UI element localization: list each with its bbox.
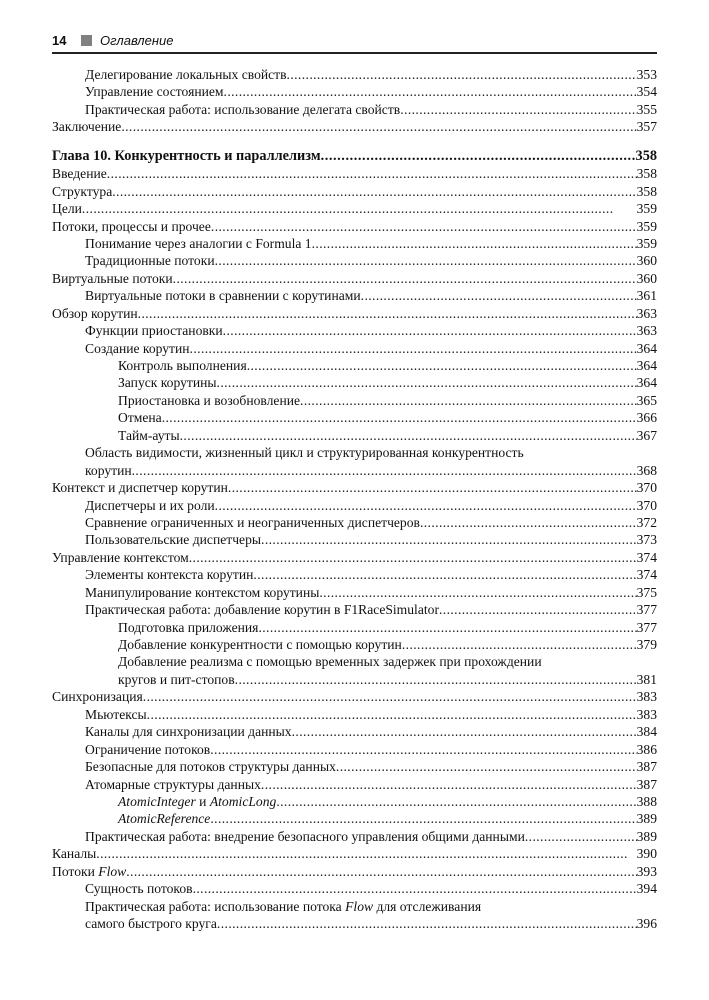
toc-entry-title [118, 619, 258, 636]
toc-title-text: Запуск корутины [118, 375, 217, 391]
toc-entry-title [85, 723, 292, 740]
toc-page-number: 360 [636, 253, 657, 269]
toc-entry [52, 479, 657, 496]
toc-entry-title [85, 584, 319, 601]
toc-entry [52, 374, 657, 391]
toc-chapter-entry [52, 148, 657, 165]
dot-leader [223, 322, 637, 339]
toc-entry-title [118, 653, 542, 670]
toc-entry [52, 636, 657, 653]
toc-entry-title [85, 101, 400, 118]
toc-entry [52, 723, 657, 740]
dot-leader [193, 880, 637, 897]
toc-entry [52, 601, 657, 618]
toc-title-text: Практическая работа: внедрение безопасного управления общими данными [85, 828, 525, 844]
toc-page-number: 390 [636, 846, 657, 862]
toc-entry [52, 218, 657, 235]
dot-leader [215, 252, 637, 269]
dot-leader [215, 497, 637, 514]
header-square-icon [81, 35, 92, 46]
toc-page-number: 384 [636, 724, 657, 740]
toc-entry [52, 776, 657, 793]
dot-leader [96, 845, 636, 862]
toc-entry-title [85, 497, 215, 514]
dot-leader [190, 340, 637, 357]
toc-entry [52, 409, 657, 426]
dot-leader [210, 810, 636, 827]
toc-entry [52, 357, 657, 374]
dot-leader [261, 776, 637, 793]
dot-leader [132, 462, 637, 479]
toc-page-number: 387 [636, 776, 657, 792]
toc-page-number: 377 [636, 619, 657, 635]
toc-entry-continuation [52, 671, 657, 688]
toc-title-text: Мьютексы [85, 706, 147, 722]
toc-entry [52, 584, 657, 601]
toc-title-text: Контроль выполнения [118, 358, 247, 373]
dot-leader [258, 619, 636, 636]
toc-title-continuation: самого быстрого круга [85, 916, 217, 931]
toc-title-text: Сущность потоков [85, 881, 193, 897]
toc-page-number: 375 [636, 584, 657, 600]
toc-page-number: 383 [636, 689, 657, 705]
dot-leader [235, 671, 637, 688]
toc-page-number: 363 [636, 305, 657, 321]
toc-title-italic: AtomicReference [118, 811, 211, 827]
dot-leader [82, 200, 637, 217]
toc-title-text: Ограничение потоков [85, 741, 211, 757]
toc-entry-title [52, 183, 112, 200]
dot-leader [321, 148, 636, 165]
dot-leader [180, 427, 637, 444]
dot-leader [312, 235, 637, 252]
toc-page-number: 353 [636, 67, 657, 82]
toc-entry [52, 427, 657, 444]
toc-entry [52, 305, 657, 322]
toc-title-text: Делегирование локальных свойств [85, 67, 287, 82]
page-header [52, 32, 657, 54]
toc-entry-title [85, 252, 215, 269]
toc-page-number: 367 [636, 427, 657, 443]
toc-entry [52, 653, 657, 670]
toc-entry [52, 287, 657, 304]
toc-entry-title [52, 148, 321, 165]
toc-entry-title [118, 793, 276, 810]
toc-entry [52, 118, 657, 135]
toc-title-text: и [195, 793, 210, 809]
toc-page-number: 359 [636, 235, 657, 251]
running-title: Оглавление [100, 33, 174, 48]
toc-page-number: 364 [636, 340, 657, 356]
toc-title-text: AtomicLong [209, 793, 277, 809]
toc-title-text: Практическая работа: добавление корутин в F1RaceSimulator [85, 602, 439, 618]
toc-entry-continuation [52, 915, 657, 932]
toc-title-text: Каналы для синхронизации данных [85, 724, 292, 740]
toc-entry-title [118, 409, 162, 426]
dot-leader [112, 183, 636, 200]
toc-title-text: Потоки, процессы и прочее [52, 218, 211, 234]
toc-entry-title [85, 776, 261, 793]
toc-entry-title [118, 810, 210, 827]
toc-title-text: Обзор корутин [52, 305, 138, 321]
toc-entry [52, 810, 657, 827]
toc-entry-title [118, 636, 402, 653]
toc-entry [52, 252, 657, 269]
toc-title-text: AtomicInteger [118, 793, 196, 809]
toc-page-number: 354 [636, 84, 657, 100]
toc-page-number: 364 [636, 375, 657, 391]
toc-title-text: Манипулирование контекстом корутины [85, 584, 320, 600]
dot-leader [276, 793, 636, 810]
toc-title-text: Тайм-ауты [118, 427, 180, 443]
toc-entry [52, 845, 657, 862]
toc-title-text: Практическая работа: использование делегата свойств [85, 101, 401, 117]
toc-page-number: 365 [636, 392, 657, 408]
toc-page-number: 366 [636, 410, 657, 426]
toc-page-number: 358 [636, 183, 657, 199]
toc-title-text: Пользовательские диспетчеры [85, 532, 262, 548]
toc-title-text: Отмена [118, 410, 162, 426]
toc-page-number: 355 [636, 101, 657, 117]
dot-leader [400, 101, 636, 118]
toc-page-number: 379 [636, 637, 657, 652]
toc-page-number: 357 [636, 119, 657, 135]
toc-entry [52, 497, 657, 514]
toc-entry-title [85, 514, 420, 531]
toc-entry [52, 200, 657, 217]
toc-page-number: 396 [636, 916, 657, 931]
toc-page-number: 368 [636, 462, 657, 478]
toc-page-number: 388 [636, 793, 657, 809]
toc-entry-title [118, 357, 247, 374]
dot-leader [211, 218, 637, 235]
toc-entry-title [85, 66, 287, 83]
toc-entry-title [85, 83, 224, 100]
toc-title-continuation: кругов и пит-стопов [118, 671, 235, 687]
toc-page-number: 358 [636, 166, 657, 182]
toc-entry [52, 183, 657, 200]
dot-leader [121, 118, 636, 135]
dot-leader [107, 165, 637, 182]
toc-page-number: 359 [636, 218, 657, 234]
toc-entry [52, 566, 657, 583]
dot-leader [261, 531, 637, 548]
toc-entry [52, 270, 657, 287]
dot-leader [292, 723, 637, 740]
toc-entry [52, 741, 657, 758]
dot-leader [189, 549, 637, 566]
dot-leader [217, 915, 637, 932]
dot-leader [336, 758, 637, 775]
toc-page-number: 393 [636, 863, 657, 879]
toc-entry-title [52, 200, 82, 217]
dot-leader [143, 688, 637, 705]
toc-entry [52, 863, 657, 880]
toc-title-text: Синхронизация [52, 689, 143, 705]
toc-title-text: Диспетчеры и их роли [85, 497, 215, 513]
toc-entry-title [52, 118, 121, 135]
toc-entry-title [52, 863, 126, 880]
toc-entry-title [85, 706, 147, 723]
toc-entry-title [85, 444, 524, 461]
toc-page-number: 358 [635, 147, 657, 164]
dot-leader [287, 66, 637, 83]
toc-page-number: 370 [636, 480, 657, 496]
toc-title-text: Каналы [52, 846, 97, 862]
toc-entry [52, 165, 657, 182]
toc-entry-title [85, 601, 439, 618]
toc-entry-title [52, 165, 107, 182]
dot-leader [525, 828, 637, 845]
toc-title-text: Традиционные потоки [85, 253, 215, 269]
toc-entry-title [85, 322, 223, 339]
dot-leader [173, 270, 637, 287]
toc-title-italic: Flow [98, 863, 127, 879]
toc-entry [52, 898, 657, 915]
dot-leader [319, 584, 636, 601]
toc-page-number: 370 [636, 497, 657, 513]
toc-page-number: 372 [636, 514, 657, 530]
dot-leader [162, 409, 637, 426]
dot-leader [253, 566, 636, 583]
toc-title-text: Элементы контекста корутин [85, 567, 254, 583]
toc-entry-title [52, 688, 143, 705]
toc-entry [52, 340, 657, 357]
toc-title-text: Область видимости, жизненный цикл и структурированная конкурентность [85, 445, 524, 461]
toc-page-number: 363 [636, 323, 657, 339]
toc-title-text: Структура [52, 183, 113, 199]
toc-entry-title [85, 235, 312, 252]
toc-entry-title [118, 374, 217, 391]
toc-title-text: Добавление реализма с помощью временных задержек при прохождении [118, 654, 542, 670]
toc-page-number: 364 [636, 358, 657, 373]
toc-entry [52, 83, 657, 100]
toc-entry-title [85, 287, 361, 304]
dot-leader [361, 287, 637, 304]
toc-entry [52, 101, 657, 118]
toc-title-text: Заключение [52, 119, 122, 135]
toc-entry [52, 66, 657, 83]
toc-entry [52, 706, 657, 723]
toc-entry [52, 793, 657, 810]
toc-title-text: Контекст и диспетчер корутин [52, 480, 228, 496]
toc-entry [52, 322, 657, 339]
toc-entry [52, 444, 657, 461]
toc-title-text: Приостановка и возобновление [118, 392, 301, 408]
toc-entry [52, 235, 657, 252]
dot-leader [210, 741, 636, 758]
toc-page-number: 374 [636, 549, 657, 565]
toc-title-text: Глава 10. Конкурентность и параллелизм [52, 147, 321, 164]
dot-leader [224, 83, 637, 100]
toc-title-text: для отслеживания [373, 898, 482, 914]
toc-page-number: 383 [636, 706, 657, 722]
dot-leader [217, 374, 637, 391]
toc-entry-title [85, 340, 190, 357]
toc-page-number: 377 [636, 602, 657, 618]
toc-title-continuation: корутин [85, 462, 132, 478]
dot-leader [228, 479, 637, 496]
toc-entry [52, 531, 657, 548]
toc-title-text: Атомарные структуры данных [85, 776, 261, 792]
toc-title-text: Подготовка приложения [118, 619, 259, 635]
toc-entry-title [85, 741, 210, 758]
toc-entry-title [52, 549, 189, 566]
toc-entry-title [52, 218, 211, 235]
toc-entry [52, 688, 657, 705]
toc-entry-title [52, 305, 138, 322]
toc-title-text: Функции приостановки [85, 323, 223, 339]
toc-entry-title [85, 758, 336, 775]
toc-title-text: Добавление конкурентности с помощью корутин [118, 637, 402, 652]
toc-entry [52, 392, 657, 409]
toc-page-number: 389 [636, 811, 657, 827]
dot-leader [247, 357, 637, 374]
dot-leader [138, 305, 637, 322]
toc-entry [52, 514, 657, 531]
toc-entry-title [52, 845, 96, 862]
toc-page-number: 359 [636, 201, 657, 217]
toc-title-text: Безопасные для потоков структуры данных [85, 759, 336, 775]
toc-entry-title [85, 828, 525, 845]
toc-page-number: 374 [636, 567, 657, 583]
toc-title-text: Управление состоянием [85, 84, 224, 100]
toc-entry-title [52, 270, 173, 287]
toc-entry-title [118, 427, 180, 444]
toc-page-number: 360 [636, 270, 657, 286]
dot-leader [147, 706, 637, 723]
toc-title-text: Управление контекстом [52, 549, 189, 565]
toc-entry [52, 619, 657, 636]
toc-title-text: Виртуальные потоки [52, 270, 173, 286]
toc-entry [52, 828, 657, 845]
toc-title-text: Потоки [52, 863, 99, 879]
toc-entry-title [118, 392, 300, 409]
toc-title-text: Виртуальные потоки в сравнении с корутинами [85, 288, 361, 304]
table-of-contents [52, 66, 657, 932]
dot-leader [300, 392, 637, 409]
toc-page-number: 387 [636, 759, 657, 775]
toc-entry-title [85, 566, 253, 583]
toc-title-text: Практическая работа: использование потока [85, 898, 346, 914]
toc-title-text: Введение [52, 166, 107, 182]
toc-page-number: 381 [636, 671, 657, 687]
dot-leader [439, 601, 637, 618]
toc-title-text: Цели [52, 201, 82, 217]
toc-title-italic: Flow [345, 898, 374, 914]
dot-leader [402, 636, 637, 653]
toc-entry [52, 880, 657, 897]
dot-leader [420, 514, 637, 531]
toc-title-text: Понимание через аналогии с Formula 1 [85, 235, 312, 251]
toc-title-text: Создание корутин [85, 340, 190, 356]
toc-page-number: 386 [636, 741, 657, 757]
toc-entry [52, 549, 657, 566]
dot-leader [126, 863, 636, 880]
toc-entry [52, 758, 657, 775]
toc-title-text: Сравнение ограниченных и неограниченных диспетчеров [85, 514, 420, 530]
toc-page-number: 373 [636, 532, 657, 548]
toc-page-number: 394 [636, 881, 657, 897]
toc-entry-title [85, 898, 481, 915]
page-number: 14 [52, 33, 67, 48]
toc-entry-continuation [52, 462, 657, 479]
toc-entry-title [85, 880, 193, 897]
toc-page-number: 361 [636, 288, 657, 304]
toc-entry-title [85, 531, 261, 548]
toc-page-number: 389 [636, 828, 657, 844]
toc-entry-title [52, 479, 228, 496]
